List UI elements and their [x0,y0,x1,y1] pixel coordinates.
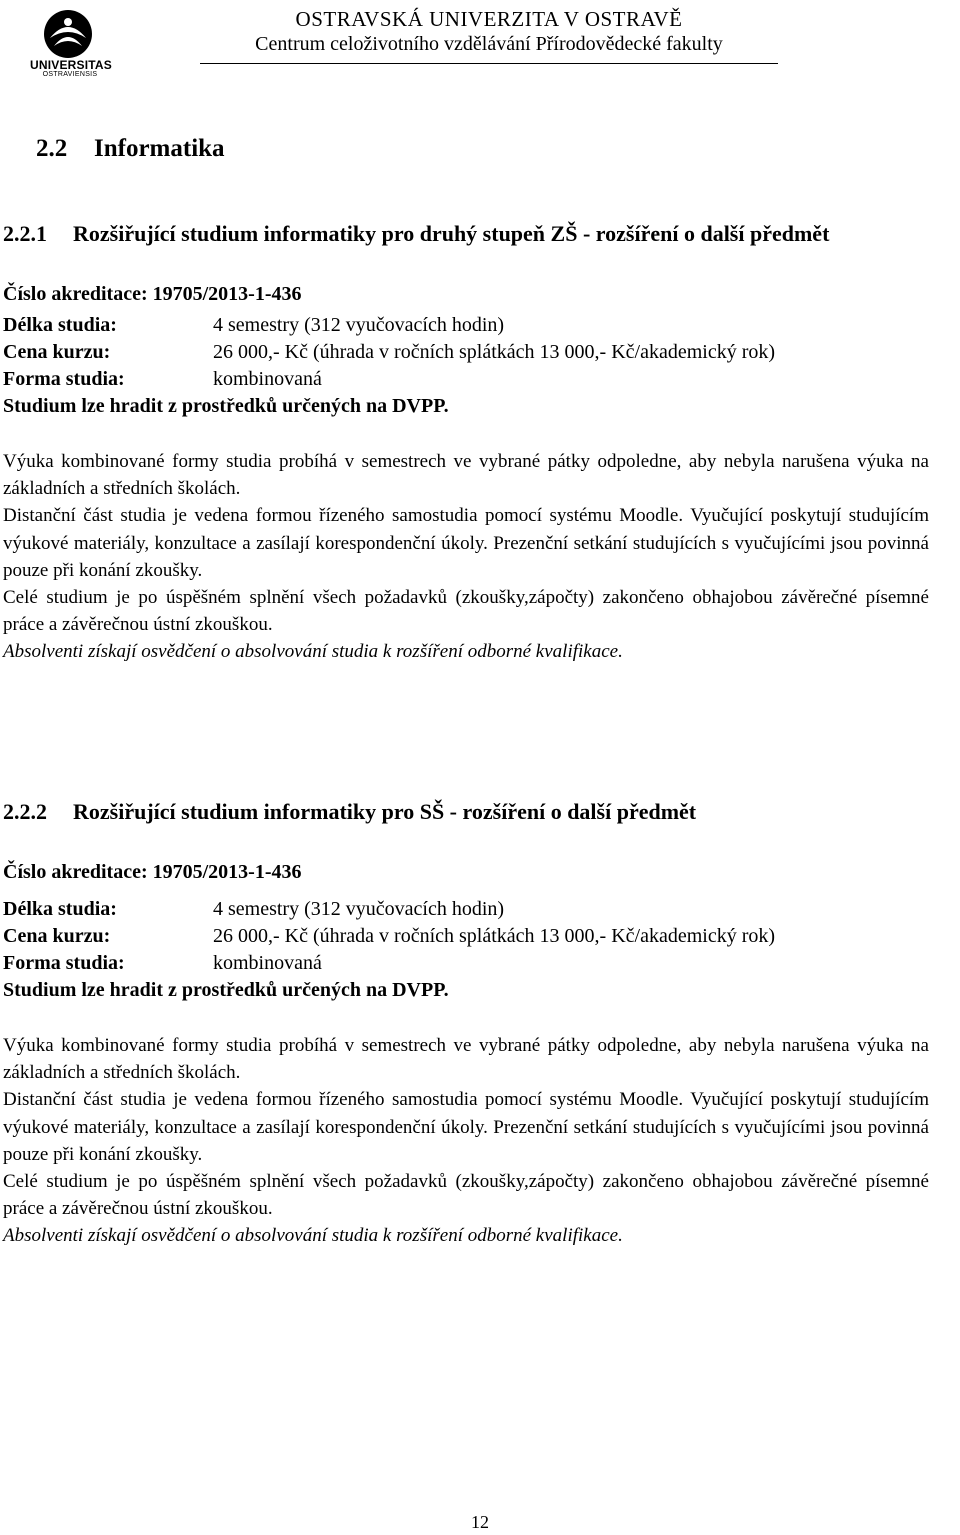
info-row [3,896,929,923]
logo-subname: OSTRAVIENSIS [42,71,98,78]
accreditation-number: Číslo akreditace: 19705/2013-1-436 [3,861,302,883]
info-row [3,950,929,977]
subsection-heading [3,796,929,828]
paragraph: Celé studium je po úspěšném splnění všech požadavků (zkoušky,zápočty) zakončeno obhajobou závěrečné písemné práce a závěrečnou ústní zkouškou. [3,587,929,636]
funding-note: Studium lze hradit z prostředků určených na DVPP. [3,395,449,417]
paragraph: Distanční část studia je vedena formou řízeného samostudia pomocí systému Moodle. Vyučující poskytují studujícím výukové materiály, konzultace a zasílají korespondenční úkoly. Prezenční setkání studujících s vyučujícími jsou povinná pouze při konání zkoušky. [3,505,929,581]
info-row [3,366,929,393]
subsection-1 [3,218,929,666]
section-number: 2.2 [36,135,68,162]
subsection-heading [3,218,929,250]
logo-name: UNIVERSITAS [30,58,112,72]
info-row [3,339,929,366]
accreditation-number: Číslo akreditace: 19705/2013-1-436 [3,283,302,305]
info-value: 4 semestry (312 vyučovacích hodin) [213,898,505,920]
subsection-number: 2.2.1 [3,221,47,246]
paragraph: Výuka kombinované formy studia probíhá v semestrech ve vybrané pátky odpoledne, aby nebyla narušena výuka na základních a středních školách. [3,451,929,500]
page-header [200,6,778,64]
info-value: 26 000,- Kč (úhrada v ročních splátkách 13 000,- Kč/akademický rok) [213,341,776,363]
funding-note: Studium lze hradit z prostředků určených na DVPP. [3,979,449,1001]
subsection-number: 2.2.2 [3,799,47,824]
subsection-2 [3,796,929,1250]
info-label: Cena kurzu: [3,925,111,947]
subsection-title: Rozšiřující studium informatiky pro SŠ - rozšíření o další předmět [73,799,697,824]
info-row [3,312,929,339]
info-value: kombinovaná [213,952,322,974]
university-name: OSTRAVSKÁ UNIVERZITA V OSTRAVĚ [295,7,683,31]
page-number: 12 [471,1512,489,1532]
info-value: 26 000,- Kč (úhrada v ročních splátkách 13 000,- Kč/akademický rok) [213,925,776,947]
info-value: 4 semestry (312 vyučovacích hodin) [213,314,505,336]
info-row [3,923,929,950]
university-logo [30,8,110,78]
section-heading [36,135,225,163]
paragraph: Celé studium je po úspěšném splnění všech požadavků (zkoušky,zápočty) zakončeno obhajobou závěrečné písemné práce a závěrečnou ústní zkouškou. [3,1171,929,1220]
paragraph: Distanční část studia je vedena formou řízeného samostudia pomocí systému Moodle. Vyučující poskytují studujícím výukové materiály, konzultace a zasílají korespondenční úkoly. Prezenční setkání studujících s vyučujícími jsou povinná pouze při konání zkoušky. [3,1089,929,1165]
info-label: Délka studia: [3,314,117,336]
description [3,448,929,666]
info-label: Délka studia: [3,898,117,920]
description [3,1032,929,1250]
closing-note: Absolventi získají osvědčení o absolvování studia k rozšíření odborné kvalifikace. [3,1225,623,1247]
info-value: kombinovaná [213,368,322,390]
subsection-title: Rozšiřující studium informatiky pro druhý stupeň ZŠ - rozšíření o další předmět [73,221,830,246]
department-name: Centrum celoživotního vzdělávání Přírodovědecké fakulty [255,33,723,55]
university-emblem-icon [38,8,98,60]
paragraph: Výuka kombinované formy studia probíhá v semestrech ve vybrané pátky odpoledne, aby nebyla narušena výuka na základních a středních školách. [3,1035,929,1084]
info-label: Forma studia: [3,952,125,974]
info-label: Cena kurzu: [3,341,111,363]
info-label: Forma studia: [3,368,125,390]
section-title: Informatika [94,135,225,162]
closing-note: Absolventi získají osvědčení o absolvování studia k rozšíření odborné kvalifikace. [3,641,623,663]
